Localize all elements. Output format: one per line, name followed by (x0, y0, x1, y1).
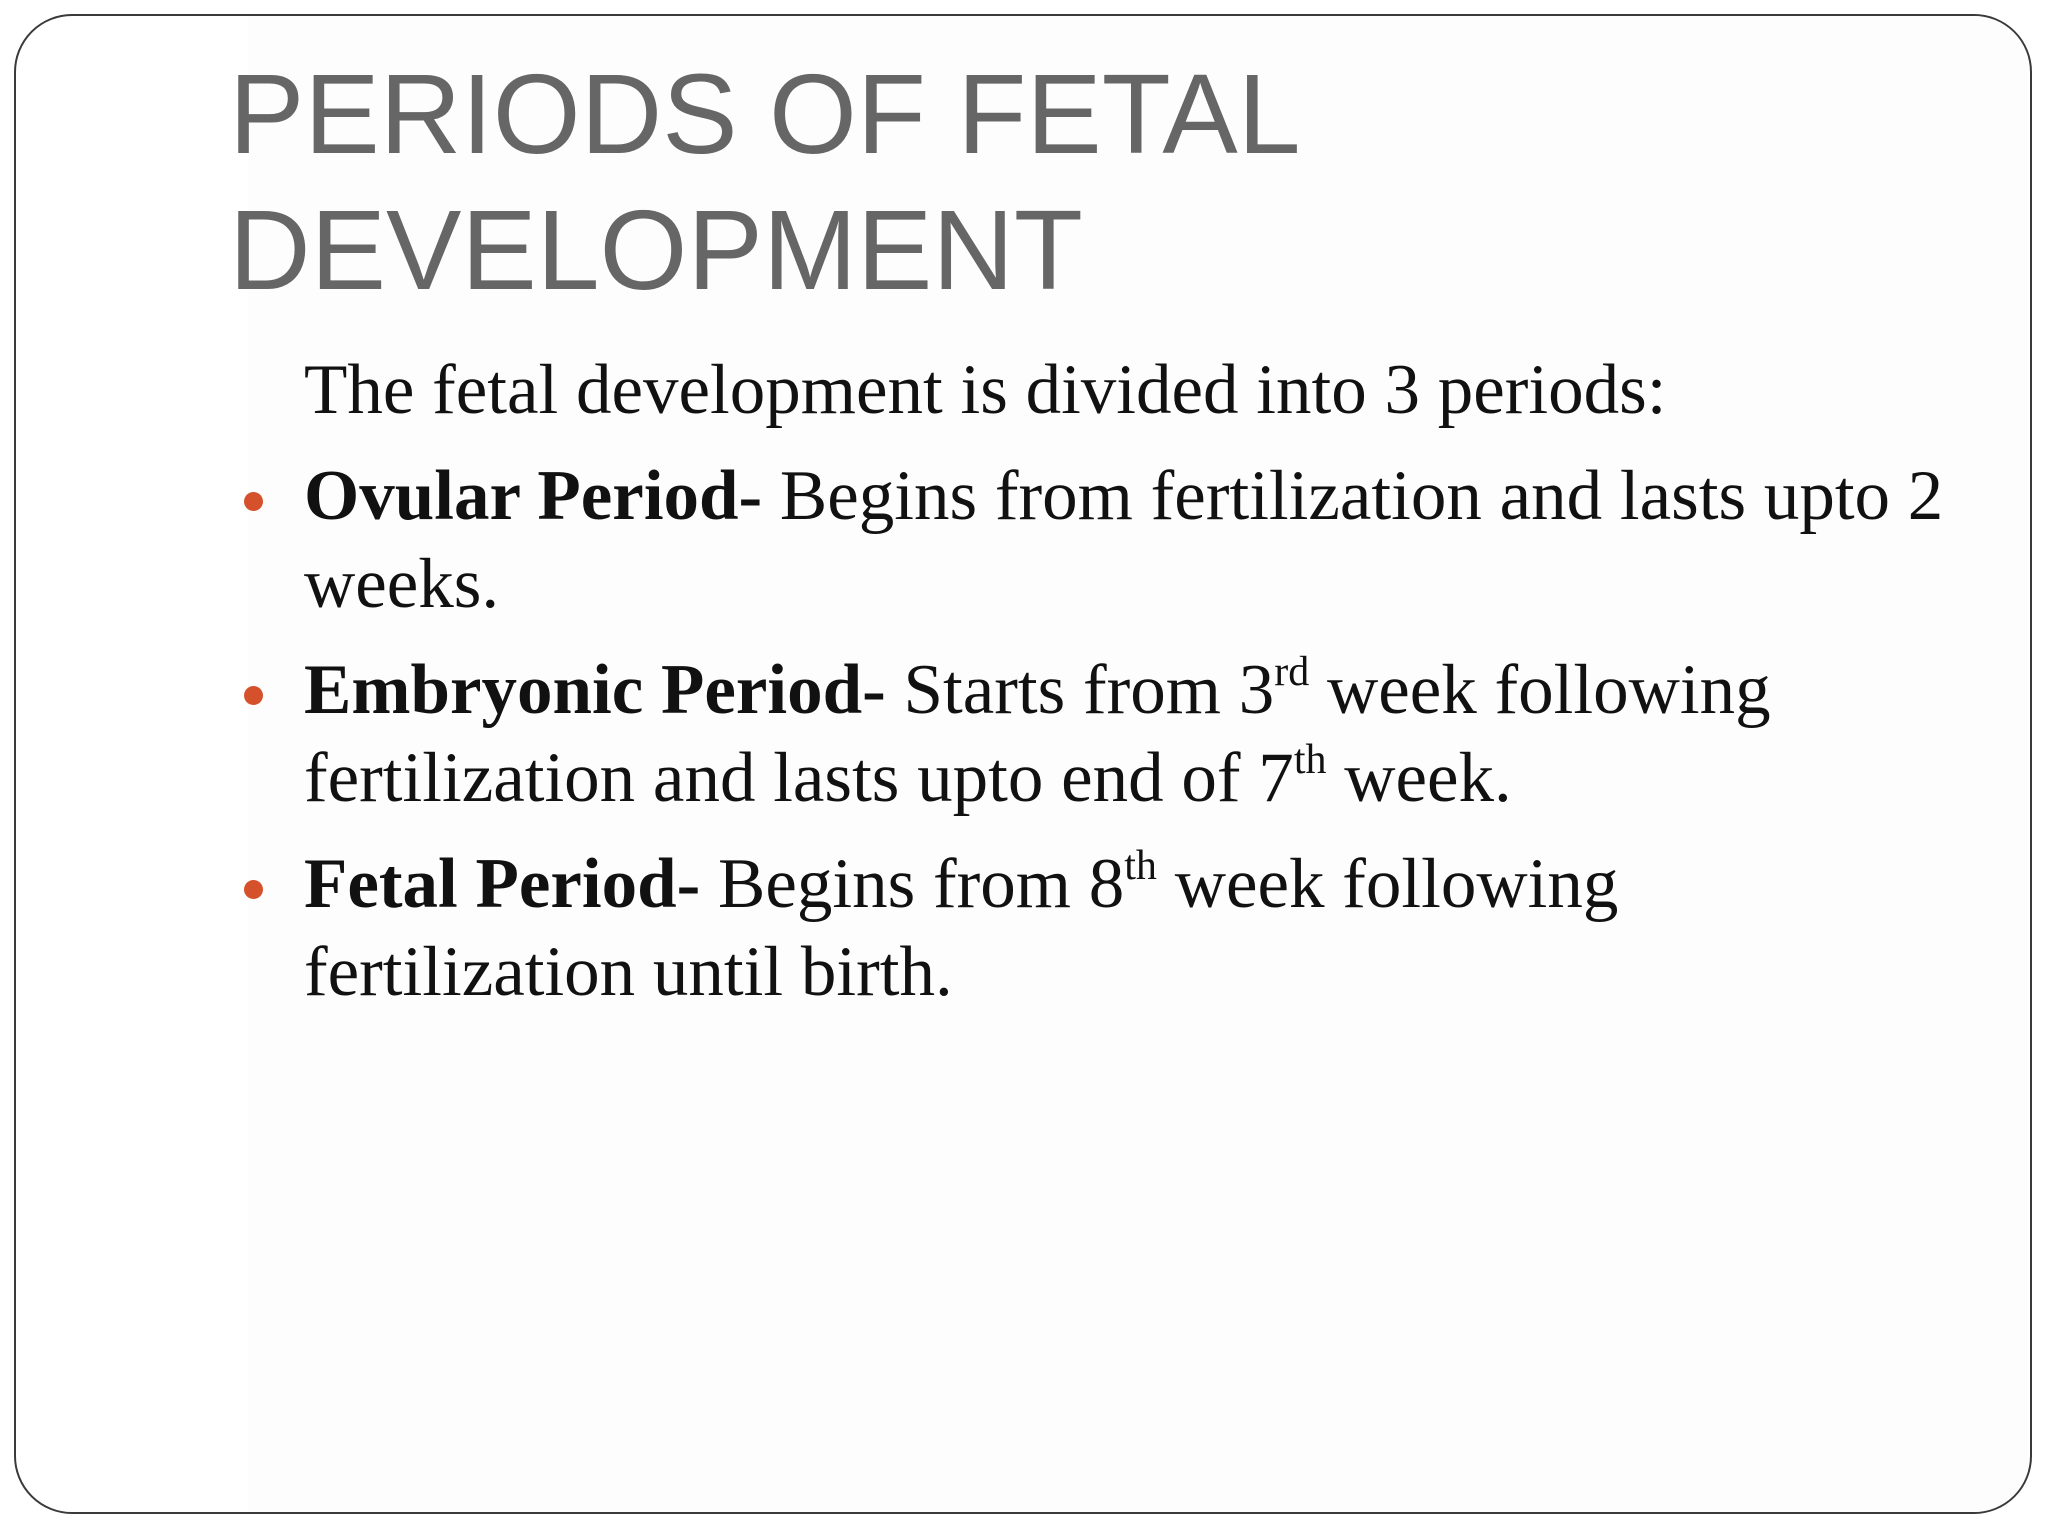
bullet-text: week following fertilization and lasts upto end of 7 (304, 651, 1771, 817)
bullet-text: week following fertilization until birth. (304, 845, 1619, 1011)
ordinal-suffix: th (1293, 737, 1327, 783)
slide-body (229, 346, 1949, 1034)
bullet-dot-icon (244, 686, 263, 705)
ordinal-suffix: rd (1274, 649, 1310, 695)
bullet-text: week. (1326, 739, 1512, 817)
bullet-text: Begins from 8 (700, 845, 1125, 923)
bullet-term: Fetal Period- (304, 845, 701, 923)
ordinal-suffix: th (1124, 843, 1157, 889)
title-line-2: DEVELOPMENT (229, 187, 1083, 313)
bullet-text: Starts from 3 (885, 651, 1275, 729)
bullet-dot-icon (244, 880, 263, 899)
intro-text: The fetal development is divided into 3 periods: (304, 351, 1667, 429)
title-line-1: PERIODS OF FETAL (229, 51, 1301, 177)
slide-title (229, 46, 1929, 318)
bullet-dot-icon (244, 492, 263, 511)
bullet-text: Begins from fertilization and lasts upto 2 weeks. (304, 457, 1944, 623)
bullet-fetal (229, 840, 1949, 1016)
bullet-ovular (229, 452, 1949, 628)
slide (14, 14, 2032, 1514)
bullet-term: Ovular Period- (304, 457, 763, 535)
bullet-term: Embryonic Period- (304, 651, 886, 729)
bullet-embryonic (229, 646, 1949, 822)
